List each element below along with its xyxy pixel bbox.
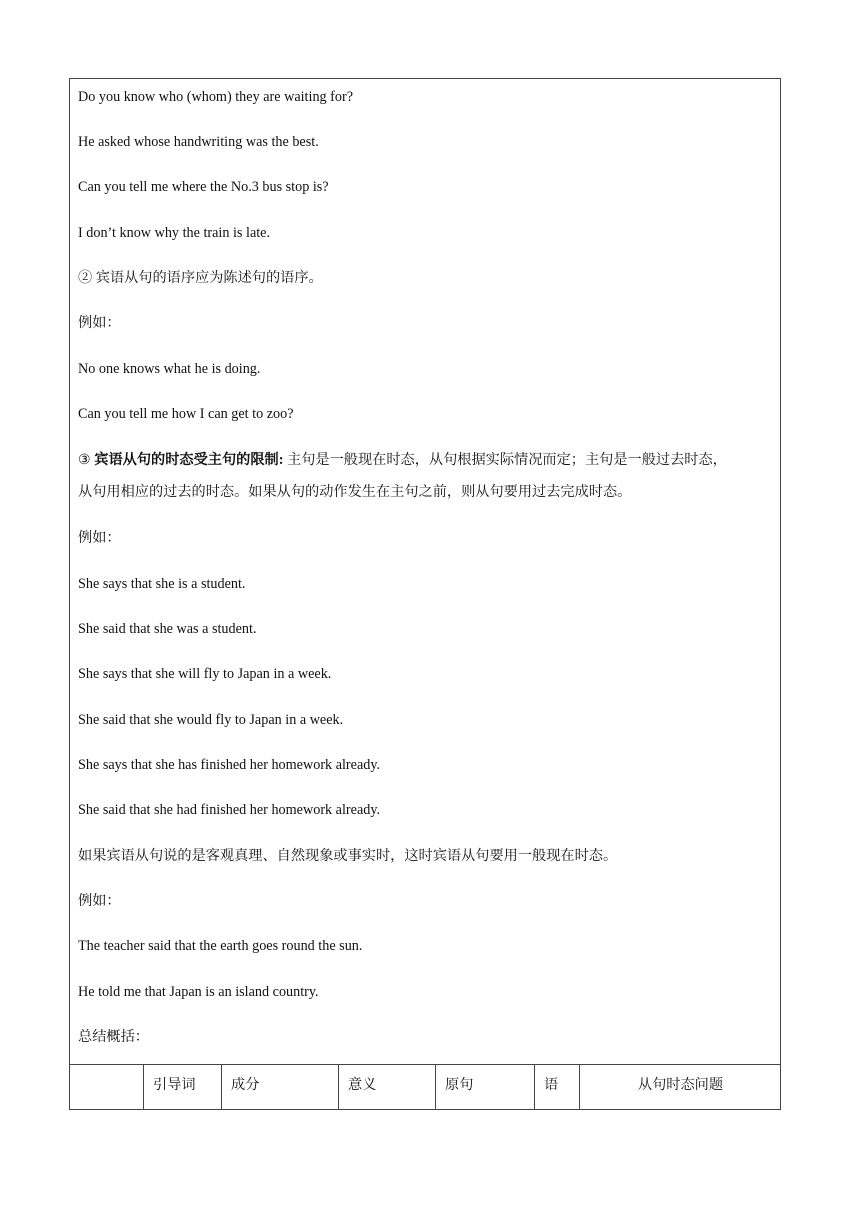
table-header-cell: 意义 (338, 1065, 435, 1110)
rule-3-text: 主句是一般现在时态，从句根据实际情况而定；主句是一般过去时态， (283, 452, 727, 468)
example-label: 例如： (78, 893, 121, 909)
table-header-cell: 从句时态问题 (579, 1065, 781, 1110)
example-sentence: He told me that Japan is an island country. (78, 984, 319, 1000)
example-sentence: I don’t know why the train is late. (78, 225, 271, 241)
rule-2: ② 宾语从句的语序应为陈述句的语序。 (78, 270, 323, 286)
example-label: 例如： (78, 530, 121, 546)
rule-note: 如果宾语从句说的是客观真理、自然现象或事实时，这时宾语从句要用一般现在时态。 (78, 848, 618, 864)
example-sentence: Can you tell me how I can get to zoo? (78, 406, 294, 422)
rule-3-heading: 宾语从句的时态受主句的限制: (94, 452, 284, 468)
example-sentence: No one knows what he is doing. (78, 361, 261, 377)
example-sentence: She says that she will fly to Japan in a week. (78, 666, 332, 682)
example-sentence: The teacher said that the earth goes round the sun. (78, 938, 363, 954)
table-header-cell: 语 (534, 1065, 579, 1110)
example-label: 例如： (78, 315, 121, 331)
example-sentence: She says that she is a student. (78, 576, 246, 592)
example-sentence: She said that she had finished her homework already. (78, 802, 381, 818)
example-sentence: Can you tell me where the No.3 bus stop is? (78, 179, 329, 195)
example-sentence: Do you know who (whom) they are waiting for? (78, 89, 354, 105)
example-sentence: She says that she has finished her homework already. (78, 757, 381, 773)
summary-label: 总结概括： (78, 1029, 149, 1045)
example-sentence: He asked whose handwriting was the best. (78, 134, 319, 150)
rule-3-marker: ③ (78, 452, 95, 468)
table-header-cell: 原句 (435, 1065, 534, 1110)
summary-table (69, 1064, 781, 1110)
example-sentence: She said that she would fly to Japan in a week. (78, 712, 344, 728)
example-sentence: She said that she was a student. (78, 621, 257, 637)
rule-3-line-2: 从句用相应的过去的时态。如果从句的动作发生在主句之前，则从句要用过去完成时态。 (78, 484, 632, 500)
rule-3-line-1 (78, 450, 727, 470)
table-header-cell: 成分 (221, 1065, 338, 1110)
table-header-cell: 引导词 (143, 1065, 221, 1110)
table-header-cell (69, 1065, 143, 1110)
